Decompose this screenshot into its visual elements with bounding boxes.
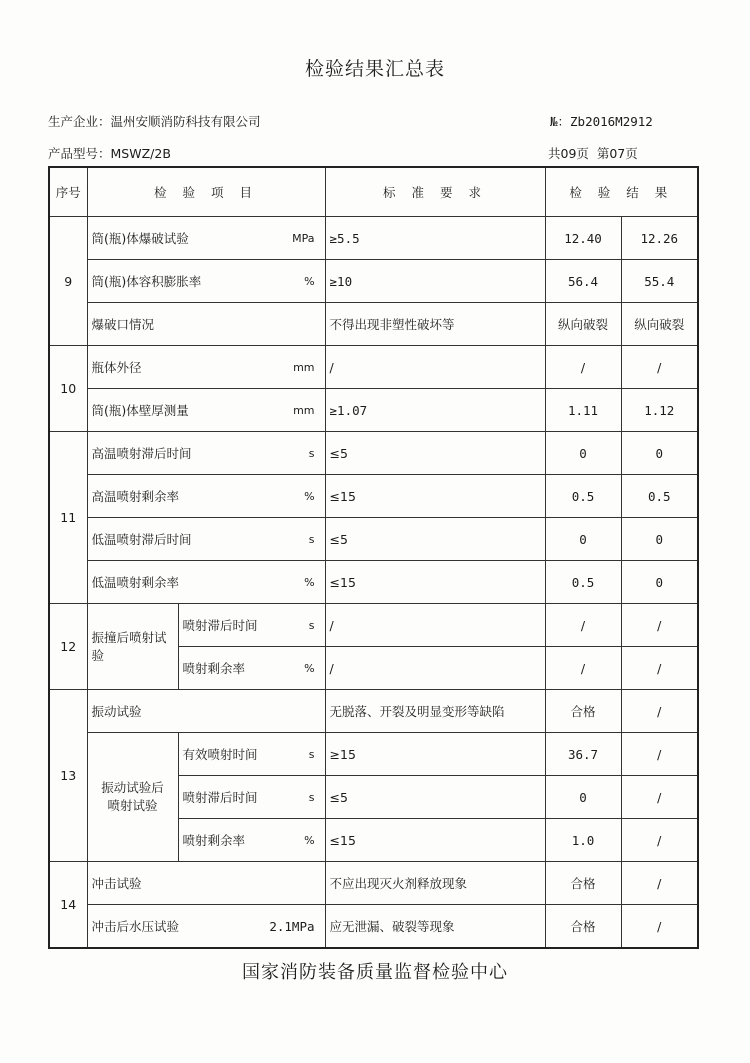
group-label-cell: 振动试验后喷射试验 [87, 733, 178, 862]
item-cell [178, 733, 325, 776]
table-row [49, 518, 698, 561]
result-cell-1: 0.5 [545, 561, 621, 604]
item-cell [87, 432, 325, 475]
result-cell-1: 合格 [545, 862, 621, 905]
item-label: 喷射滞后时间 [182, 790, 258, 805]
standard-cell: ≤15 [325, 475, 545, 518]
manufacturer-line [48, 112, 261, 130]
unit-label: s [308, 446, 315, 460]
item-cell: 冲击试验 [87, 862, 325, 905]
table-row [49, 862, 698, 905]
unit-label: s [308, 532, 315, 546]
item-label: 筒(瓶)体爆破试验 [91, 231, 189, 246]
unit-label: mm [293, 403, 315, 417]
unit-label: % [304, 274, 315, 288]
standard-cell: ≤5 [325, 518, 545, 561]
standard-cell: ≤15 [325, 819, 545, 862]
seq-cell: 13 [49, 690, 87, 862]
seq-cell: 10 [49, 346, 87, 432]
page-count: 共09页 [548, 146, 589, 161]
item-cell [178, 604, 325, 647]
table-row [49, 733, 698, 776]
page-title: 检验结果汇总表 [304, 58, 445, 80]
item-cell [178, 647, 325, 690]
unit-label: mm [293, 360, 315, 374]
result-cell-2: / [621, 819, 698, 862]
result-cell-1: 纵向破裂 [545, 303, 621, 346]
result-cell-2: / [621, 862, 698, 905]
table-row [49, 604, 698, 647]
item-cell [87, 260, 325, 303]
seq-cell: 14 [49, 862, 87, 949]
standard-cell: ≤5 [325, 776, 545, 819]
result-cell-2: 0 [621, 561, 698, 604]
result-cell-1: 0 [545, 776, 621, 819]
unit-label: s [308, 618, 315, 632]
seq-cell: 12 [49, 604, 87, 690]
result-cell-2: / [621, 733, 698, 776]
page-info [548, 144, 638, 162]
result-cell-1: 1.0 [545, 819, 621, 862]
item-label: 高温喷射剩余率 [91, 489, 180, 504]
unit-label: % [304, 489, 315, 503]
item-cell [87, 389, 325, 432]
standard-cell: ≥1.07 [325, 389, 545, 432]
model-line [48, 144, 171, 162]
item-cell: 爆破口情况 [87, 303, 325, 346]
result-cell-2: 纵向破裂 [621, 303, 698, 346]
unit-label: s [308, 790, 315, 804]
item-cell [87, 346, 325, 389]
header-result: 检 验 结 果 [545, 167, 698, 217]
model-value: MSWZ/2B [110, 146, 171, 161]
result-cell-2: 1.12 [621, 389, 698, 432]
item-label: 喷射滞后时间 [182, 618, 258, 633]
manufacturer-name: 温州安顺消防科技有限公司 [110, 114, 261, 129]
table-row [49, 389, 698, 432]
seq-cell: 9 [49, 217, 87, 346]
result-cell-2: 0.5 [621, 475, 698, 518]
result-cell-2: 12.26 [621, 217, 698, 260]
result-cell-2: / [621, 647, 698, 690]
item-label: 有效喷射时间 [182, 747, 258, 762]
unit-label: 2.1MPa [269, 918, 315, 934]
table-header-row [49, 167, 698, 217]
table-row [49, 346, 698, 389]
unit-label: % [304, 575, 315, 589]
result-cell-1: 合格 [545, 690, 621, 733]
unit-label: MPa [292, 231, 315, 245]
result-cell-2: 0 [621, 432, 698, 475]
item-cell [87, 475, 325, 518]
result-cell-1: 合格 [545, 905, 621, 949]
standard-cell: / [325, 647, 545, 690]
standard-cell: ≥10 [325, 260, 545, 303]
standard-cell: ≥5.5 [325, 217, 545, 260]
issuer-footer: 国家消防装备质量监督检验中心 [242, 962, 508, 983]
result-cell-2: / [621, 690, 698, 733]
item-cell [178, 776, 325, 819]
table-row [49, 303, 698, 346]
standard-cell: 无脱落、开裂及明显变形等缺陷 [325, 690, 545, 733]
result-cell-1: 12.40 [545, 217, 621, 260]
unit-label: s [308, 747, 315, 761]
standard-cell: ≤5 [325, 432, 545, 475]
table-row [49, 690, 698, 733]
standard-cell: ≥15 [325, 733, 545, 776]
group-label-cell: 振撞后喷射试验 [87, 604, 178, 690]
standard-cell: / [325, 346, 545, 389]
seq-cell: 11 [49, 432, 87, 604]
item-cell [87, 905, 325, 949]
result-cell-1: / [545, 647, 621, 690]
page-number: 第07页 [596, 146, 638, 161]
unit-label: % [304, 661, 315, 675]
table-row [49, 432, 698, 475]
standard-cell: 不应出现灭火剂释放现象 [325, 862, 545, 905]
standard-cell: 不得出现非塑性破坏等 [325, 303, 545, 346]
standard-cell: 应无泄漏、破裂等现象 [325, 905, 545, 949]
item-label: 冲击后水压试验 [91, 919, 180, 934]
result-cell-2: 55.4 [621, 260, 698, 303]
result-cell-1: 1.11 [545, 389, 621, 432]
model-label: 产品型号： [48, 146, 111, 161]
item-cell: 振动试验 [87, 690, 325, 733]
item-label: 喷射剩余率 [182, 833, 246, 848]
header-seq: 序号 [49, 167, 87, 217]
item-cell [178, 819, 325, 862]
item-label: 筒(瓶)体壁厚测量 [91, 403, 189, 418]
result-cell-1: 0 [545, 518, 621, 561]
result-cell-2: / [621, 346, 698, 389]
table-row [49, 905, 698, 949]
item-label: 低温喷射剩余率 [91, 575, 180, 590]
item-cell [87, 561, 325, 604]
item-label: 筒(瓶)体容积膨胀率 [91, 274, 202, 289]
table-row [49, 561, 698, 604]
result-cell-2: / [621, 905, 698, 949]
result-cell-1: / [545, 604, 621, 647]
result-cell-2: 0 [621, 518, 698, 561]
item-cell [87, 217, 325, 260]
result-cell-1: 0.5 [545, 475, 621, 518]
item-cell [87, 518, 325, 561]
item-label: 低温喷射滞后时间 [91, 532, 192, 547]
table-row [49, 475, 698, 518]
unit-label: % [304, 833, 315, 847]
item-label: 喷射剩余率 [182, 661, 246, 676]
item-label: 高温喷射滞后时间 [91, 446, 192, 461]
result-cell-2: / [621, 604, 698, 647]
table-row [49, 217, 698, 260]
report-number: №：Zb2016M2912 [550, 114, 653, 129]
standard-cell: / [325, 604, 545, 647]
result-cell-1: 0 [545, 432, 621, 475]
item-label: 瓶体外径 [91, 360, 142, 375]
results-table [48, 166, 699, 949]
standard-cell: ≤15 [325, 561, 545, 604]
result-cell-1: 56.4 [545, 260, 621, 303]
table-row [49, 260, 698, 303]
manufacturer-label: 生产企业： [48, 114, 111, 129]
result-cell-1: / [545, 346, 621, 389]
result-cell-2: / [621, 776, 698, 819]
header-item: 检 验 项 目 [87, 167, 325, 217]
header-standard: 标 准 要 求 [325, 167, 545, 217]
result-cell-1: 36.7 [545, 733, 621, 776]
